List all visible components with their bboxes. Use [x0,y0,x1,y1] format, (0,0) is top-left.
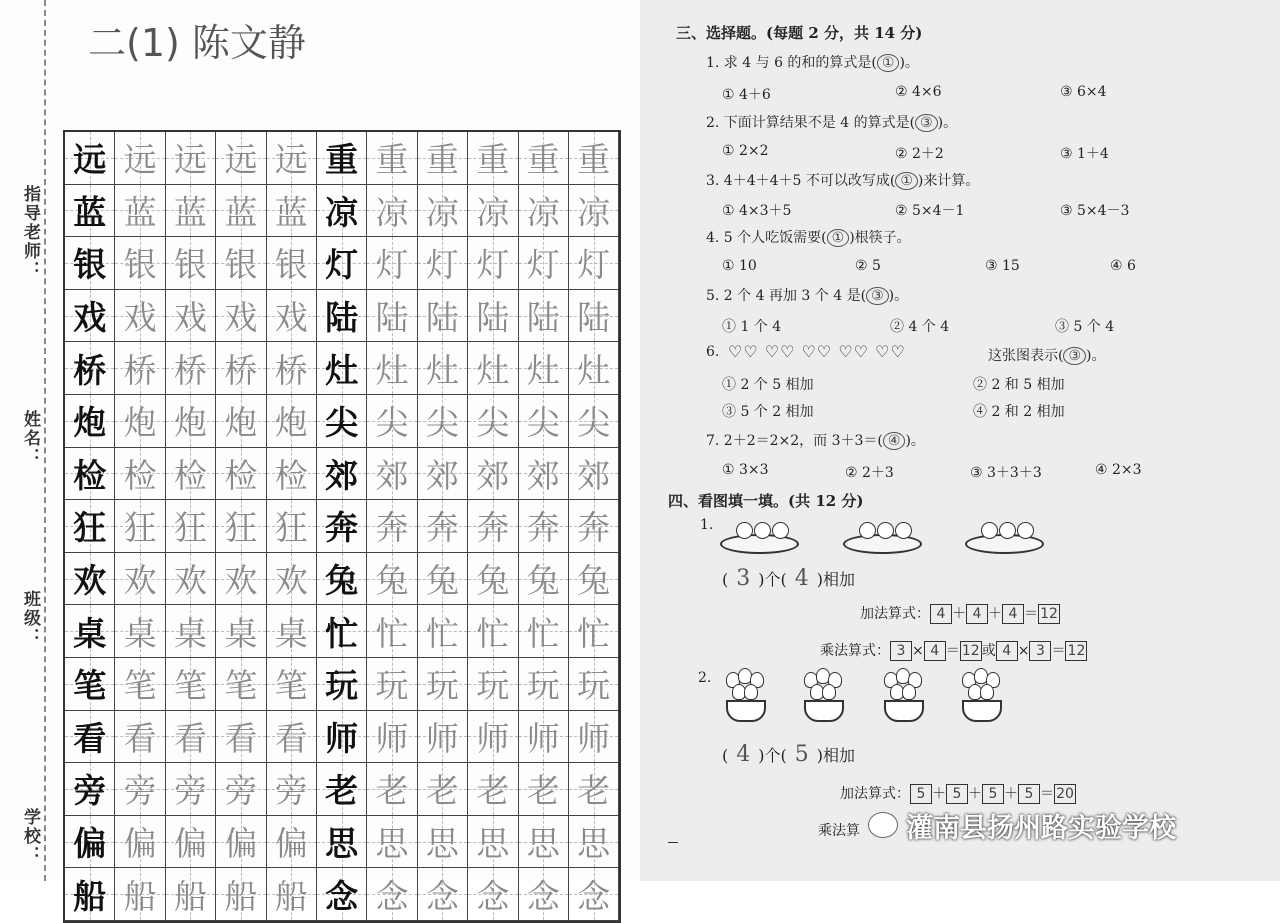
question-6-number: 6. [706,344,720,360]
practice-character: 念 [468,868,518,921]
model-character: 笔 [65,658,115,711]
practice-character: 欢 [216,553,266,606]
p2-multiplication-label: 乘法算 [818,823,860,839]
practice-character: 偏 [216,816,266,869]
practice-character: 看 [216,711,266,764]
practice-character: 桥 [115,342,165,395]
practice-character: 老 [418,763,468,816]
practice-character: 思 [468,816,518,869]
practice-character: 郊 [519,448,569,501]
p1-multiplication: 乘法算式： 3 × 4 ＝ 12 或 4 × 3 ＝ 12 [820,640,1087,661]
problem-2-number: 2. [698,670,712,686]
p2-addition: 加法算式： 5 ＋ 5 ＋ 5 ＋ 5 ＝ 20 [840,783,1076,804]
hearts-figure: ♡♡ ♡♡ ♡♡ ♡♡ ♡♡ [728,342,906,361]
practice-character: 远 [267,132,317,185]
model-character: 戏 [65,290,115,343]
practice-character: 远 [115,132,165,185]
model-character: 蓝 [65,185,115,238]
model-character: 兔 [317,553,367,606]
binding-dashed-line [44,0,46,881]
model-character: 师 [317,711,367,764]
flower-pot [958,668,1002,722]
practice-character: 尖 [468,395,518,448]
practice-character: 桌 [267,605,317,658]
p1-groups-answer: 3 [736,566,751,591]
apples [981,522,1034,539]
model-character: 桥 [65,342,115,395]
wechat-icon [868,812,898,838]
practice-character: 笔 [267,658,317,711]
practice-character: 灶 [519,342,569,395]
question-1: 1. 求 4 与 6 的和的算式是( ① )。 [706,55,919,71]
q6-option-1: ① 2 个 5 相加 [722,377,814,393]
practice-character: 念 [569,868,619,921]
practice-character: 欢 [166,553,216,606]
practice-character: 重 [367,132,417,185]
q3-option-3: ③ 5×4－3 [1060,203,1130,219]
model-character: 偏 [65,816,115,869]
q1-option-2: ② 4×6 [895,84,942,100]
practice-character: 尖 [418,395,468,448]
practice-character: 兔 [418,553,468,606]
practice-character: 看 [166,711,216,764]
practice-character: 忙 [519,605,569,658]
practice-character: 桌 [166,605,216,658]
practice-character: 桥 [267,342,317,395]
school-watermark: 灌南县扬州路实验学校 [906,813,1176,844]
problem-1-fill: ( 3 )个( 4 )相加 [722,566,855,591]
model-character: 远 [65,132,115,185]
q2-option-1: ① 2×2 [722,143,769,159]
handwritten-student-name: 二(1) 陈文静 [88,21,306,65]
name-label: 姓名： [20,410,40,467]
practice-character: 凉 [468,185,518,238]
practice-character: 陆 [519,290,569,343]
practice-character: 灯 [569,237,619,290]
model-character: 陆 [317,290,367,343]
practice-character: 远 [216,132,266,185]
practice-character: 旁 [216,763,266,816]
model-character: 桌 [65,605,115,658]
practice-character: 奔 [418,500,468,553]
model-character: 老 [317,763,367,816]
practice-character: 兔 [367,553,417,606]
practice-character: 思 [367,816,417,869]
q3-option-1: ① 4×3＋5 [722,203,792,219]
problem-1-number: 1. [700,517,714,533]
model-character: 船 [65,868,115,921]
practice-character: 凉 [367,185,417,238]
practice-character: 郊 [468,448,518,501]
practice-character: 郊 [367,448,417,501]
practice-character: 旁 [115,763,165,816]
practice-character: 看 [115,711,165,764]
practice-character: 重 [468,132,518,185]
model-character: 灶 [317,342,367,395]
practice-character: 船 [115,868,165,921]
model-character: 欢 [65,553,115,606]
answer-4: ① [827,229,850,247]
flower-pot [800,668,844,722]
practice-character: 老 [468,763,518,816]
practice-character: 桥 [166,342,216,395]
practice-character: 蓝 [216,185,266,238]
practice-character: 忙 [569,605,619,658]
practice-character: 灶 [468,342,518,395]
practice-character: 思 [519,816,569,869]
practice-character: 笔 [166,658,216,711]
practice-character: 戏 [216,290,266,343]
practice-character: 笔 [115,658,165,711]
q7-option-1: ① 3×3 [722,462,769,478]
practice-character: 远 [166,132,216,185]
practice-character: 灯 [367,237,417,290]
practice-character: 凉 [569,185,619,238]
practice-grid [63,130,621,923]
practice-character: 重 [418,132,468,185]
practice-character: 旁 [267,763,317,816]
q1-option-3: ③ 6×4 [1060,84,1107,100]
practice-character: 陆 [367,290,417,343]
practice-character: 偏 [267,816,317,869]
q4-option-2: ② 5 [855,258,881,274]
practice-character: 师 [468,711,518,764]
practice-character: 银 [166,237,216,290]
practice-character: 忙 [468,605,518,658]
practice-character: 炮 [216,395,266,448]
practice-character: 重 [569,132,619,185]
model-character: 玩 [317,658,367,711]
practice-character: 尖 [569,395,619,448]
p1-each-answer: 4 [794,566,809,591]
model-character: 炮 [65,395,115,448]
practice-character: 师 [418,711,468,764]
practice-character: 玩 [468,658,518,711]
math-worksheet [640,0,1280,881]
practice-character: 船 [216,868,266,921]
practice-character: 灶 [367,342,417,395]
practice-character: 灯 [468,237,518,290]
practice-character: 银 [267,237,317,290]
model-character: 尖 [317,395,367,448]
question-6: 这张图表示( ③ )。 [988,348,1106,364]
q5-option-1: ① 1 个 4 [722,319,782,335]
q4-option-4: ④ 6 [1110,258,1136,274]
model-character: 凉 [317,185,367,238]
practice-character: 桌 [115,605,165,658]
practice-character: 尖 [367,395,417,448]
answer-3: ① [895,172,918,190]
practice-character: 船 [166,868,216,921]
q4-option-3: ③ 15 [985,258,1020,274]
practice-character: 郊 [569,448,619,501]
practice-character: 灯 [519,237,569,290]
practice-character: 笔 [216,658,266,711]
practice-character: 思 [569,816,619,869]
practice-character: 兔 [468,553,518,606]
model-character: 灯 [317,237,367,290]
section-3-title: 三、选择题。(每题 2 分，共 14 分) [676,24,923,42]
problem-2-fill: ( 4 )个( 5 )相加 [722,742,855,767]
practice-character: 玩 [519,658,569,711]
character-practice-sheet [0,0,640,916]
practice-character: 尖 [519,395,569,448]
model-character: 旁 [65,763,115,816]
answer-1: ① [877,54,900,72]
q6-option-4: ④ 2 和 2 相加 [973,404,1065,420]
flower-pot [722,668,766,722]
practice-character: 灶 [418,342,468,395]
practice-character: 陆 [418,290,468,343]
practice-character: 奔 [519,500,569,553]
answer-5: ③ [866,287,889,305]
p2-groups-answer: 4 [736,742,751,767]
page-mark [668,842,678,843]
practice-character: 银 [216,237,266,290]
practice-character: 蓝 [267,185,317,238]
practice-character: 检 [166,448,216,501]
p2-each-answer: 5 [794,742,809,767]
model-character: 思 [317,816,367,869]
practice-character: 炮 [267,395,317,448]
practice-character: 狂 [267,500,317,553]
practice-character: 桌 [216,605,266,658]
answer-7: ④ [883,432,906,450]
practice-character: 灶 [569,342,619,395]
q5-option-2: ② 4 个 4 [890,319,950,335]
q6-option-3: ③ 5 个 2 相加 [722,404,814,420]
model-character: 检 [65,448,115,501]
practice-character: 陆 [468,290,518,343]
flower-pot [880,668,924,722]
practice-character: 老 [519,763,569,816]
practice-character: 蓝 [166,185,216,238]
practice-character: 玩 [418,658,468,711]
practice-character: 狂 [166,500,216,553]
q7-option-4: ④ 2×3 [1095,462,1142,478]
practice-character: 奔 [367,500,417,553]
apples [859,522,912,539]
practice-character: 师 [367,711,417,764]
class-label: 班级： [20,590,40,647]
p1-addition: 加法算式： 4 ＋ 4 ＋ 4 ＝ 12 [860,603,1060,624]
practice-character: 凉 [519,185,569,238]
q5-option-3: ③ 5 个 4 [1055,319,1115,335]
q4-option-1: ① 10 [722,258,757,274]
practice-character: 凉 [418,185,468,238]
practice-character: 桥 [216,342,266,395]
model-character: 忙 [317,605,367,658]
practice-character: 老 [367,763,417,816]
question-5: 5. 2 个 4 再加 3 个 4 是( ③ )。 [706,288,909,304]
practice-character: 忙 [418,605,468,658]
practice-character: 偏 [115,816,165,869]
practice-character: 欢 [267,553,317,606]
practice-character: 兔 [519,553,569,606]
practice-character: 念 [418,868,468,921]
practice-character: 念 [367,868,417,921]
model-character: 奔 [317,500,367,553]
q2-option-2: ② 2＋2 [895,146,944,162]
practice-character: 检 [267,448,317,501]
practice-character: 看 [267,711,317,764]
practice-character: 重 [519,132,569,185]
practice-character: 狂 [115,500,165,553]
practice-character: 奔 [569,500,619,553]
question-3: 3. 4＋4＋4＋5 不可以改写成( ① )来计算。 [706,173,980,189]
apples [736,522,789,539]
question-7: 7. 2＋2＝2×2，而 3＋3＝( ④ )。 [706,433,925,449]
answer-6: ③ [1063,347,1086,365]
q1-option-1: ① 4＋6 [722,87,771,103]
school-label: 学校： [20,808,40,865]
practice-character: 兔 [569,553,619,606]
practice-character: 欢 [115,553,165,606]
practice-character: 玩 [569,658,619,711]
practice-character: 戏 [267,290,317,343]
practice-character: 蓝 [115,185,165,238]
practice-character: 忙 [367,605,417,658]
q3-option-2: ② 5×4－1 [895,203,965,219]
model-character: 看 [65,711,115,764]
section-4-title: 四、看图填一填。(共 12 分) [668,492,864,510]
q2-option-3: ③ 1＋4 [1060,146,1109,162]
practice-character: 戏 [115,290,165,343]
model-character: 郊 [317,448,367,501]
practice-character: 师 [569,711,619,764]
practice-character: 检 [115,448,165,501]
practice-character: 灯 [418,237,468,290]
practice-character: 思 [418,816,468,869]
model-character: 念 [317,868,367,921]
answer-2: ③ [915,114,938,132]
q7-option-3: ③ 3＋3＋3 [970,465,1042,481]
practice-character: 陆 [569,290,619,343]
practice-character: 狂 [216,500,266,553]
practice-character: 偏 [166,816,216,869]
practice-character: 玩 [367,658,417,711]
practice-character: 奔 [468,500,518,553]
practice-character: 念 [519,868,569,921]
q6-option-2: ② 2 和 5 相加 [973,377,1065,393]
practice-character: 检 [216,448,266,501]
practice-character: 戏 [166,290,216,343]
model-character: 银 [65,237,115,290]
question-2: 2. 下面计算结果不是 4 的算式是( ③ )。 [706,115,958,131]
practice-character: 郊 [418,448,468,501]
practice-character: 船 [267,868,317,921]
practice-character: 银 [115,237,165,290]
practice-character: 旁 [166,763,216,816]
question-4: 4. 5 个人吃饭需要( ① )根筷子。 [706,230,911,246]
practice-character: 炮 [166,395,216,448]
practice-character: 师 [519,711,569,764]
q7-option-2: ② 2＋3 [845,465,894,481]
practice-character: 老 [569,763,619,816]
model-character: 重 [317,132,367,185]
teacher-label: 指导老师： [20,185,40,280]
model-character: 狂 [65,500,115,553]
practice-character: 炮 [115,395,165,448]
